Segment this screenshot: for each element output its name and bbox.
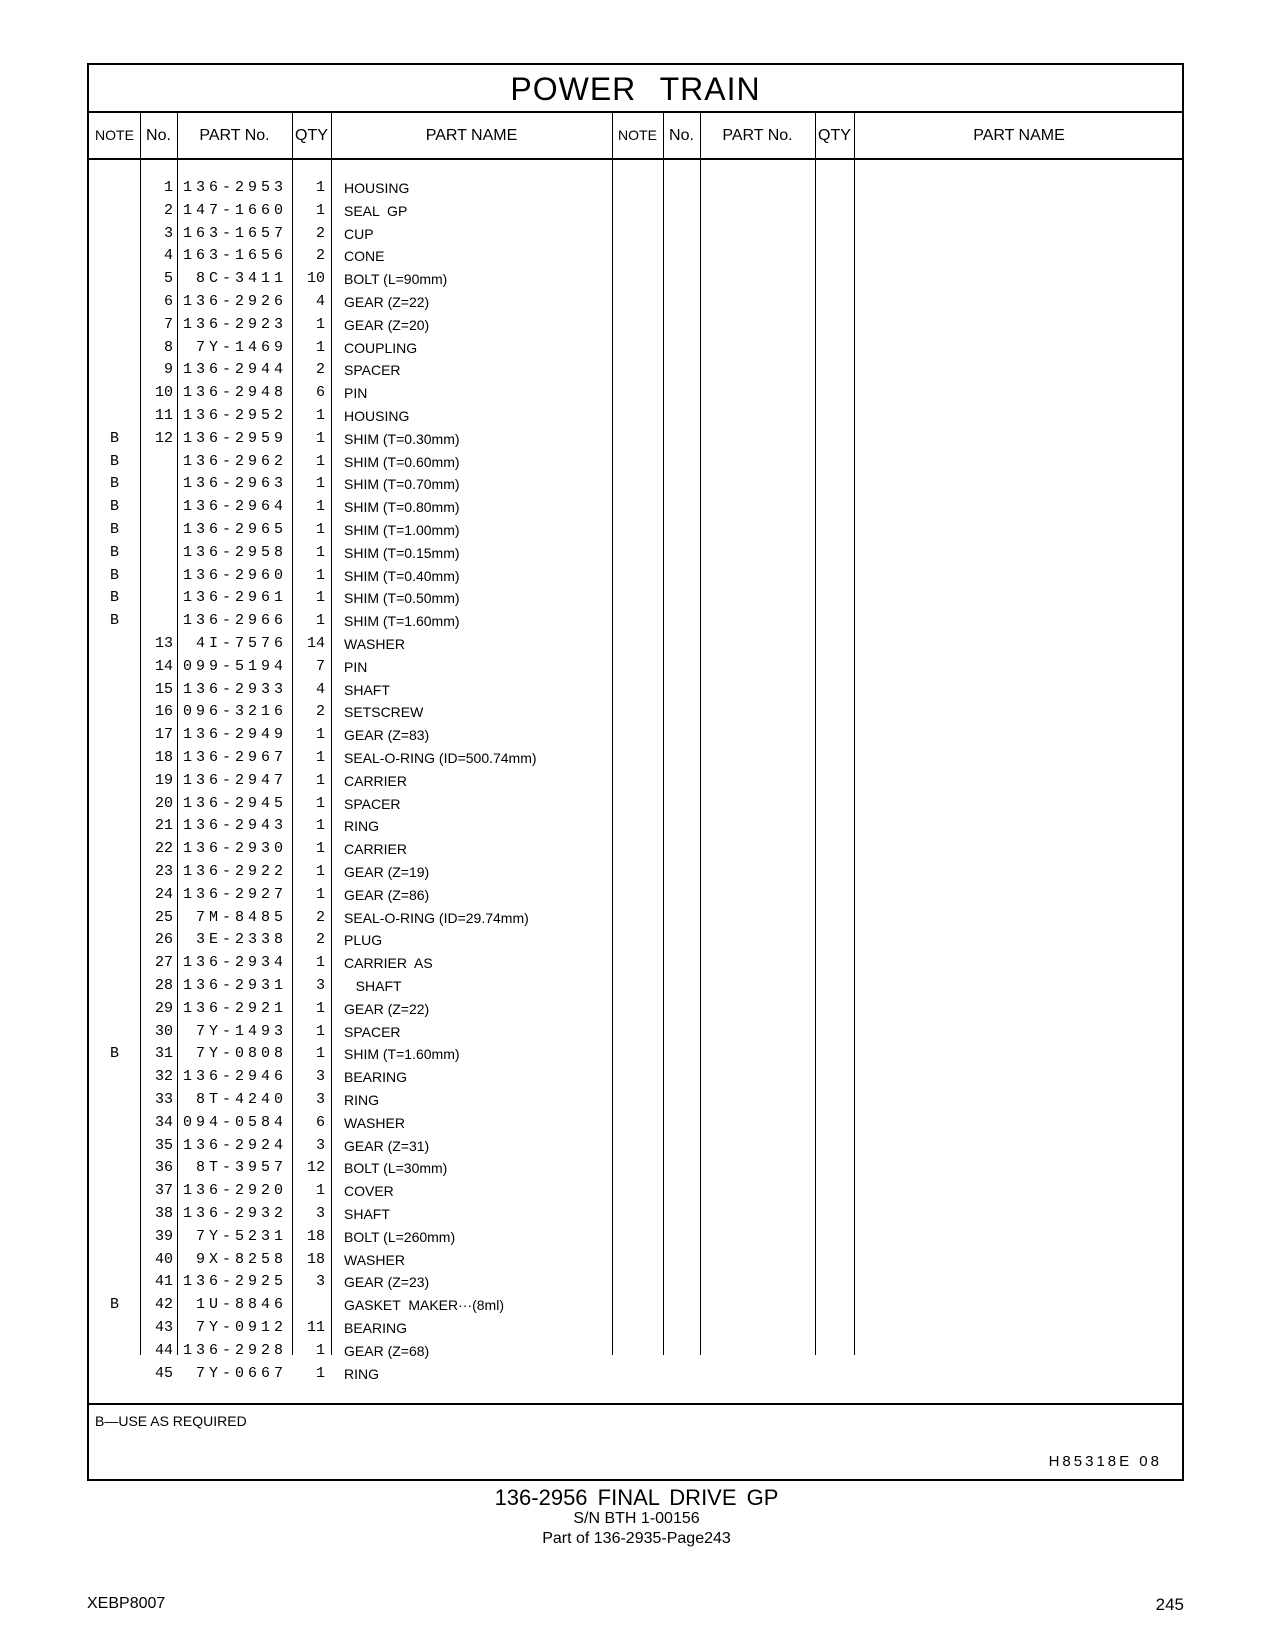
- row-quantity: 1: [315, 1045, 325, 1063]
- header-no-right: No.: [669, 127, 694, 144]
- row-part-name: SHIM (T=0.60mm): [344, 453, 460, 470]
- row-number: 33: [154, 1091, 173, 1108]
- page-number: 245: [1155, 1595, 1184, 1614]
- footer-divider: [89, 1403, 1182, 1405]
- row-part-name: PIN: [344, 385, 368, 402]
- header-qty-right: QTY: [818, 127, 851, 144]
- row-quantity: 3: [315, 1068, 325, 1086]
- row-number: 4: [163, 247, 173, 265]
- row-part-name: SHAFT: [344, 681, 390, 698]
- footnote: B—USE AS REQUIRED: [95, 1413, 247, 1429]
- row-quantity: 3: [315, 1205, 325, 1222]
- table-row: [89, 587, 709, 610]
- row-quantity: 2: [315, 931, 325, 949]
- table-row: [89, 1249, 709, 1272]
- table-row: [89, 861, 709, 884]
- row-number: 5: [163, 270, 173, 288]
- row-quantity: 1: [315, 338, 325, 356]
- table-row: [89, 1180, 709, 1203]
- table-row: [89, 1203, 709, 1226]
- row-part-name: BOLT (L=90mm): [344, 271, 448, 288]
- row-number: 20: [154, 794, 173, 812]
- row-part-number: 136-2931: [182, 977, 287, 994]
- row-part-number: 136-2924: [182, 1136, 287, 1154]
- table-row: [89, 1066, 709, 1089]
- table-row: [89, 975, 709, 998]
- row-part-number: 163-1656: [182, 247, 287, 265]
- row-part-name: SEAL-O-RING (ID=500.74mm): [344, 750, 537, 766]
- row-part-number: 7Y-0808: [195, 1045, 287, 1063]
- table-row: [89, 838, 709, 861]
- row-number: 18: [154, 749, 173, 766]
- table-row: [89, 337, 709, 360]
- row-part-name: GEAR (Z=19): [344, 864, 430, 880]
- table-row: [89, 1157, 709, 1180]
- row-quantity: 1: [315, 840, 325, 858]
- row-part-name: RING: [344, 1092, 379, 1108]
- table-row: [89, 610, 709, 633]
- row-number: 15: [154, 680, 173, 698]
- row-note: B: [109, 589, 119, 607]
- row-part-number: 9X-8258: [195, 1250, 287, 1268]
- row-quantity: 6: [315, 384, 325, 402]
- row-quantity: 1: [315, 179, 325, 196]
- row-part-name: HOUSING: [344, 408, 410, 424]
- row-note: B: [109, 452, 119, 470]
- table-row: [89, 793, 709, 816]
- row-quantity: 1: [315, 863, 325, 880]
- row-part-number: 136-2947: [182, 771, 287, 789]
- row-quantity: 1: [315, 1022, 325, 1040]
- row-number: 28: [154, 977, 173, 994]
- row-quantity: 1: [315, 794, 325, 812]
- row-part-name: CONE: [344, 248, 385, 265]
- row-quantity: 1: [315, 749, 325, 766]
- row-part-name: SHIM (T=0.30mm): [344, 430, 460, 447]
- row-quantity: 4: [315, 680, 325, 698]
- row-part-name: CARRIER: [344, 841, 408, 858]
- table-row: [89, 1226, 709, 1249]
- row-part-name: BOLT (L=30mm): [344, 1160, 448, 1177]
- row-part-number: 136-2923: [182, 315, 287, 333]
- header-qty-left: QTY: [295, 127, 328, 144]
- row-part-number: 136-2953: [182, 179, 287, 196]
- row-part-name: WASHER: [344, 636, 405, 652]
- row-part-number: 136-2921: [182, 999, 287, 1017]
- row-quantity: 18: [306, 1250, 325, 1268]
- row-part-name: GEAR (Z=23): [344, 1274, 430, 1291]
- row-quantity: 1: [315, 999, 325, 1017]
- row-part-number: 136-2959: [182, 429, 287, 447]
- table-row: [89, 701, 709, 724]
- table-row: [89, 223, 709, 246]
- row-number: 21: [154, 817, 173, 835]
- row-note: B: [109, 566, 119, 584]
- table-row: [89, 1363, 709, 1386]
- row-number: 17: [154, 726, 173, 744]
- row-note: B: [109, 521, 119, 538]
- row-quantity: 1: [315, 521, 325, 538]
- row-part-name: GEAR (Z=31): [344, 1137, 430, 1154]
- row-number: 8: [163, 338, 173, 356]
- row-part-name: SHIM (T=0.50mm): [344, 590, 460, 607]
- table-row: [89, 1021, 709, 1044]
- header-note-right: NOTE: [618, 127, 657, 143]
- row-number: 35: [154, 1136, 173, 1154]
- row-part-number: 8C-3411: [195, 270, 287, 288]
- row-quantity: 10: [306, 270, 325, 288]
- row-quantity: 6: [315, 1113, 325, 1131]
- row-quantity: 1: [315, 1364, 325, 1382]
- row-quantity: 1: [315, 817, 325, 835]
- row-part-name: PLUG: [344, 932, 383, 949]
- table-row: [89, 405, 709, 428]
- row-number: 24: [154, 885, 173, 903]
- row-number: 13: [154, 635, 173, 652]
- row-part-number: 7Y-0912: [195, 1319, 287, 1336]
- row-number: 39: [154, 1227, 173, 1245]
- reference-code: H85318E 08: [1048, 1453, 1162, 1470]
- row-part-number: 7Y-1493: [195, 1022, 287, 1040]
- row-number: 11: [154, 407, 173, 424]
- row-part-number: 136-2932: [182, 1205, 287, 1222]
- section-title: POWER TRAIN: [89, 65, 1182, 113]
- row-quantity: 14: [306, 635, 325, 652]
- row-part-number: 136-2962: [182, 452, 287, 470]
- row-number: 6: [163, 293, 173, 310]
- row-quantity: 1: [315, 885, 325, 903]
- row-number: 26: [154, 931, 173, 949]
- column-divider: [854, 113, 855, 1355]
- row-part-number: 136-2922: [182, 863, 287, 880]
- row-number: 9: [163, 361, 173, 379]
- row-number: 12: [154, 429, 173, 447]
- row-number: 23: [154, 863, 173, 880]
- row-quantity: 1: [315, 612, 325, 630]
- table-row: [89, 929, 709, 952]
- table-row: [89, 724, 709, 747]
- table-row: [89, 268, 709, 291]
- row-part-number: 136-2920: [182, 1182, 287, 1200]
- row-part-name: SPACER: [344, 1023, 401, 1040]
- row-part-name: SHIM (T=0.80mm): [344, 499, 460, 516]
- table-row: [89, 382, 709, 405]
- header-part-no-right: PART No.: [722, 127, 793, 144]
- row-quantity: 2: [315, 224, 325, 242]
- row-part-name: PIN: [344, 658, 368, 675]
- table-row: [89, 907, 709, 930]
- table-row: [89, 1317, 709, 1340]
- row-part-number: 136-2925: [182, 1273, 287, 1291]
- row-number: 1: [163, 179, 173, 196]
- parts-table-frame: [87, 63, 1184, 1481]
- row-note: B: [109, 498, 119, 516]
- row-part-name: SHIM (T=1.00mm): [344, 522, 460, 538]
- table-row: [89, 200, 709, 223]
- table-row: [89, 679, 709, 702]
- table-row: [89, 815, 709, 838]
- row-part-number: 136-2952: [182, 407, 287, 424]
- row-number: 34: [154, 1113, 173, 1131]
- table-row: [89, 496, 709, 519]
- row-part-name: CUP: [344, 225, 374, 242]
- row-part-number: 4I-7576: [195, 635, 287, 652]
- row-part-name: COUPLING: [344, 339, 418, 356]
- table-row: [89, 473, 709, 496]
- table-row: [89, 519, 709, 542]
- row-part-number: 136-2964: [182, 498, 287, 516]
- row-part-name: SEAL GP: [344, 202, 408, 219]
- row-number: 19: [154, 771, 173, 789]
- row-part-name: RING: [344, 1365, 379, 1382]
- header-part-name-left: PART NAME: [425, 127, 518, 144]
- row-part-number: 136-2958: [182, 543, 287, 561]
- row-part-number: 7Y-0667: [195, 1364, 287, 1382]
- table-row: [89, 1089, 709, 1112]
- row-part-name: GEAR (Z=68): [344, 1342, 430, 1359]
- table-row: [89, 747, 709, 770]
- row-number: 3: [163, 224, 173, 242]
- row-quantity: 18: [306, 1227, 325, 1245]
- row-quantity: 1: [315, 407, 325, 424]
- row-number: 10: [154, 384, 173, 402]
- row-part-name: GEAR (Z=22): [344, 1000, 430, 1017]
- table-row: [89, 633, 709, 656]
- row-part-name: BEARING: [344, 1320, 408, 1336]
- row-part-name: SHIM (T=0.40mm): [344, 567, 460, 584]
- row-part-name: HOUSING: [344, 180, 410, 196]
- table-row: [89, 884, 709, 907]
- row-number: 43: [154, 1319, 173, 1336]
- row-part-number: 094-0584: [182, 1113, 287, 1131]
- document-id: XEBP8007: [87, 1595, 166, 1612]
- row-part-name: BOLT (L=260mm): [344, 1228, 456, 1245]
- table-row: [89, 245, 709, 268]
- row-quantity: 3: [315, 1273, 325, 1291]
- row-part-number: 136-2949: [182, 726, 287, 744]
- row-part-number: 7M-8485: [195, 908, 287, 926]
- row-part-name: CARRIER AS: [344, 955, 433, 972]
- row-number: 38: [154, 1205, 173, 1222]
- row-part-name: COVER: [344, 1183, 394, 1200]
- table-row: [89, 1271, 709, 1294]
- header-part-no-left: PART No.: [199, 127, 270, 144]
- row-part-name: SHIM (T=0.15mm): [344, 544, 460, 561]
- row-part-name: SHIM (T=1.60mm): [344, 1046, 460, 1063]
- row-part-number: 1U-8846: [195, 1296, 287, 1314]
- row-number: 29: [154, 999, 173, 1017]
- row-part-number: 136-2933: [182, 680, 287, 698]
- row-quantity: 1: [315, 315, 325, 333]
- row-part-number: 136-2944: [182, 361, 287, 379]
- row-part-name: GEAR (Z=20): [344, 316, 430, 333]
- table-row: [89, 1135, 709, 1158]
- row-number: 16: [154, 703, 173, 721]
- row-part-name: WASHER: [344, 1114, 405, 1131]
- row-part-number: 136-2961: [182, 589, 287, 607]
- table-header: [89, 113, 1182, 160]
- row-part-name: BEARING: [344, 1069, 408, 1086]
- table-row: [89, 998, 709, 1021]
- row-number: 27: [154, 954, 173, 972]
- row-part-number: 136-2934: [182, 954, 287, 972]
- row-quantity: 2: [315, 361, 325, 379]
- row-part-name: RING: [344, 818, 379, 835]
- row-quantity: 12: [306, 1159, 325, 1177]
- row-note: B: [109, 475, 119, 493]
- row-note: B: [109, 612, 119, 630]
- table-row: [89, 1294, 709, 1317]
- row-quantity: 2: [315, 247, 325, 265]
- row-note: B: [109, 543, 119, 561]
- row-quantity: 1: [315, 726, 325, 744]
- row-quantity: 1: [315, 566, 325, 584]
- row-part-number: 136-2948: [182, 384, 287, 402]
- caption-title: 136-2956 FINAL DRIVE GP: [494, 1485, 779, 1510]
- row-quantity: 1: [315, 498, 325, 516]
- row-part-number: 7Y-5231: [195, 1227, 287, 1245]
- row-part-number: 136-2963: [182, 475, 287, 493]
- table-row: [89, 1340, 709, 1363]
- header-note-left: NOTE: [95, 127, 134, 143]
- row-note: B: [109, 429, 119, 447]
- row-part-number: 147-1660: [182, 201, 287, 219]
- row-part-number: 136-2966: [182, 612, 287, 630]
- row-part-name: SETSCREW: [344, 704, 424, 721]
- row-quantity: 1: [315, 589, 325, 607]
- row-number: 25: [154, 908, 173, 926]
- row-part-name: SEAL-O-RING (ID=29.74mm): [344, 909, 529, 926]
- row-quantity: 4: [315, 293, 325, 310]
- row-number: 22: [154, 840, 173, 858]
- row-part-number: 096-3216: [182, 703, 287, 721]
- row-part-name: SPACER: [344, 362, 401, 379]
- row-part-name: GASKET MAKER···(8ml): [344, 1297, 504, 1314]
- row-number: 2: [163, 201, 173, 219]
- row-quantity: 3: [315, 977, 325, 994]
- row-part-number: 136-2928: [182, 1341, 287, 1359]
- row-quantity: 2: [315, 703, 325, 721]
- table-row: [89, 952, 709, 975]
- header-part-name-right: PART NAME: [973, 127, 1065, 144]
- row-part-number: 163-1657: [182, 224, 287, 242]
- row-note: B: [109, 1296, 119, 1314]
- table-row: [89, 542, 709, 565]
- row-quantity: 1: [315, 452, 325, 470]
- table-row: [89, 314, 709, 337]
- table-row: [89, 291, 709, 314]
- row-quantity: 7: [315, 657, 325, 675]
- row-part-name: SHIM (T=0.70mm): [344, 476, 460, 493]
- row-number: 42: [154, 1296, 173, 1314]
- table-row: [89, 1043, 709, 1066]
- row-quantity: 1: [315, 954, 325, 972]
- table-row: [89, 359, 709, 382]
- header-no-left: No.: [146, 127, 171, 144]
- row-quantity: 1: [315, 543, 325, 561]
- row-part-number: 7Y-1469: [195, 338, 287, 356]
- row-quantity: 1: [315, 475, 325, 493]
- row-number: 32: [154, 1068, 173, 1086]
- row-quantity: 1: [315, 1341, 325, 1359]
- row-number: 37: [154, 1182, 173, 1200]
- row-part-number: 8T-3957: [195, 1159, 287, 1177]
- row-number: 40: [154, 1250, 173, 1268]
- row-quantity: 1: [315, 201, 325, 219]
- row-number: 44: [154, 1341, 173, 1359]
- table-row: [89, 565, 709, 588]
- row-part-name: GEAR (Z=86): [344, 886, 430, 903]
- table-row: [89, 770, 709, 793]
- row-part-number: 136-2945: [182, 794, 287, 812]
- row-part-number: 136-2943: [182, 817, 287, 835]
- row-part-name: SHIM (T=1.60mm): [344, 613, 460, 630]
- caption-part-of: Part of 136-2935-Page243: [542, 1530, 731, 1547]
- row-part-number: 136-2946: [182, 1068, 287, 1086]
- row-part-name: GEAR (Z=83): [344, 727, 430, 744]
- table-row: [89, 177, 709, 200]
- row-number: 45: [154, 1364, 173, 1382]
- row-quantity: 11: [306, 1319, 325, 1336]
- table-row: [89, 656, 709, 679]
- row-part-number: 3E-2338: [195, 931, 287, 949]
- row-part-number: 8T-4240: [195, 1091, 287, 1108]
- row-note: B: [109, 1045, 119, 1063]
- table-row: [89, 1112, 709, 1135]
- row-part-number: 136-2965: [182, 521, 287, 538]
- table-row: [89, 451, 709, 474]
- row-part-number: 136-2927: [182, 885, 287, 903]
- row-part-number: 136-2960: [182, 566, 287, 584]
- row-part-name: SHAFT: [344, 978, 402, 994]
- row-number: 7: [163, 315, 173, 333]
- row-part-number: 136-2930: [182, 840, 287, 858]
- row-number: 31: [154, 1045, 173, 1063]
- row-number: 30: [154, 1022, 173, 1040]
- row-part-name: WASHER: [344, 1251, 405, 1268]
- row-number: 36: [154, 1159, 173, 1177]
- row-part-name: SPACER: [344, 795, 401, 812]
- caption-serial: S/N BTH 1-00156: [573, 1510, 700, 1527]
- row-part-number: 136-2926: [182, 293, 287, 310]
- table-row: [89, 428, 709, 451]
- row-part-name: SHAFT: [344, 1206, 390, 1222]
- row-quantity: 1: [315, 429, 325, 447]
- row-part-number: 136-2967: [182, 749, 287, 766]
- row-quantity: 1: [315, 1182, 325, 1200]
- row-quantity: 2: [315, 908, 325, 926]
- row-quantity: 3: [315, 1136, 325, 1154]
- row-number: 14: [154, 657, 173, 675]
- row-part-name: CARRIER: [344, 772, 408, 789]
- row-part-name: GEAR (Z=22): [344, 294, 430, 310]
- row-number: 41: [154, 1273, 173, 1291]
- row-part-number: 099-5194: [182, 657, 287, 675]
- row-quantity: 3: [315, 1091, 325, 1108]
- row-quantity: 1: [315, 771, 325, 789]
- column-divider: [815, 113, 816, 1355]
